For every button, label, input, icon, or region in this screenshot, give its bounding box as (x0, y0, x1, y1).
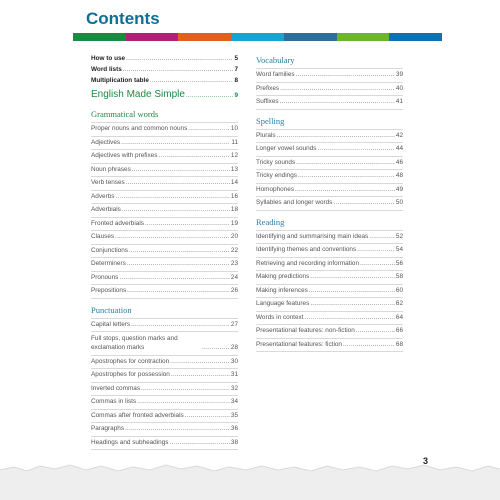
color-segment (337, 33, 390, 41)
toc-entry-label: Word families (256, 71, 295, 78)
leader-dots (304, 314, 394, 322)
toc-entry[interactable] (91, 272, 238, 286)
toc-entry-label: Adverbials (91, 206, 121, 213)
toc-entry-page: 24 (230, 273, 238, 281)
toc-entry-label: Noun phrases (91, 165, 131, 173)
toc-entry-page: 46 (395, 158, 403, 166)
toc-entry[interactable] (256, 157, 403, 171)
color-segment (231, 33, 284, 41)
toc-entry-page: 49 (395, 185, 403, 193)
toc-entry[interactable] (91, 410, 238, 424)
color-segment (73, 33, 126, 41)
toc-entry[interactable] (256, 83, 403, 97)
leader-dots (119, 274, 230, 282)
toc-entry[interactable] (256, 143, 403, 157)
toc-entry[interactable] (91, 332, 238, 356)
toc-entry[interactable] (256, 197, 403, 211)
leader-dots (185, 412, 230, 420)
toc-entry-label: Verb tenses (91, 179, 125, 186)
toc-entry[interactable] (91, 319, 238, 333)
toc-entry[interactable] (91, 245, 238, 259)
toc-entry-label: How to use (91, 55, 126, 62)
toc-entry-page: 7 (234, 66, 238, 73)
leader-dots (145, 220, 230, 228)
toc-entry-page: 19 (230, 219, 238, 227)
toc-entry[interactable] (256, 285, 403, 299)
leader-dots (369, 233, 395, 241)
toc-entry-page: 22 (230, 246, 238, 254)
toc-entry-page: 48 (395, 172, 403, 179)
toc-entry[interactable] (91, 231, 238, 245)
toc-entry-page: 9 (234, 92, 238, 99)
toc-entry[interactable] (256, 244, 403, 258)
leader-dots (127, 260, 230, 268)
toc-entry-label: Inverted commas (91, 384, 141, 392)
toc-entry[interactable] (91, 76, 238, 87)
toc-entry-page: 30 (230, 357, 238, 365)
toc-entry-page: 41 (395, 98, 403, 105)
toc-entry[interactable] (91, 137, 238, 151)
toc-entry-page: 36 (230, 425, 238, 432)
toc-entry-label: Making inferences (256, 286, 308, 294)
section-heading: Vocabulary (256, 54, 403, 69)
toc-entry[interactable] (91, 54, 238, 65)
toc-entry-page: 62 (395, 300, 403, 307)
toc-entry-page: 60 (395, 286, 403, 294)
toc-entry-label: Words in context (256, 313, 304, 321)
color-segment (126, 33, 179, 41)
toc-entry-page: 5 (234, 55, 238, 62)
toc-entry-page: 13 (230, 165, 238, 173)
toc-entry-label: Commas in lists (91, 398, 137, 405)
toc-entry-page: 64 (395, 313, 403, 321)
toc-entry-label: Adjectives (91, 138, 121, 146)
leader-dots (333, 199, 395, 207)
leader-dots (121, 139, 230, 147)
toc-entry[interactable] (256, 298, 403, 312)
toc-entry-page: 54 (395, 246, 403, 253)
toc-entry-page: 38 (230, 438, 238, 446)
leader-dots (277, 132, 395, 140)
toc-entry[interactable] (91, 204, 238, 218)
toc-entry[interactable] (91, 191, 238, 205)
toc-entry[interactable] (256, 130, 403, 144)
leader-dots (150, 77, 234, 85)
toc-entry[interactable] (91, 356, 238, 370)
toc-entry[interactable] (91, 177, 238, 191)
leader-dots (202, 344, 230, 352)
toc-entry-label: Homophones (256, 185, 295, 193)
leader-dots (310, 300, 395, 308)
leader-dots (123, 66, 234, 74)
toc-entry-label: Apostrophes for possession (91, 371, 170, 378)
toc-entry-label: Determiners (91, 260, 126, 267)
toc-entry-label: Identifying and summarising main ideas (256, 232, 369, 240)
toc-entry-label: Apostrophes for contraction (91, 357, 170, 365)
toc-entry-page: 28 (230, 344, 238, 351)
page-title: Contents (86, 9, 160, 28)
toc-entry-page: 66 (395, 327, 403, 334)
toc-entry-label: Capital letters (91, 320, 131, 328)
toc-entry-page: 20 (230, 233, 238, 240)
toc-entry-label: Pronouns (91, 273, 119, 281)
leader-dots (137, 398, 230, 406)
leader-dots (126, 55, 233, 63)
leader-dots (317, 145, 394, 153)
toc-entry-page: 50 (395, 199, 403, 206)
leader-dots (296, 159, 395, 167)
toc-entry[interactable] (91, 396, 238, 410)
toc-entry-page: 52 (395, 232, 403, 240)
toc-entry-page: 42 (395, 131, 403, 139)
leader-dots (356, 327, 395, 335)
toc-entry-page: 11 (231, 138, 238, 146)
section-heading: Punctuation (91, 299, 238, 319)
toc-entry-label: Presentational features: fiction (256, 340, 342, 348)
toc-entry-page: 10 (230, 125, 238, 132)
toc-entry-page: 26 (230, 287, 238, 294)
leader-dots (357, 246, 395, 254)
leader-dots (295, 186, 395, 194)
toc-entry-page: 18 (230, 206, 238, 213)
toc-entry-label: Retrieving and recording information (256, 259, 360, 267)
toc-entry-label: Tricky endings (256, 172, 297, 179)
leader-dots (115, 193, 229, 201)
toc-entry[interactable] (256, 325, 403, 339)
toc-entry[interactable] (91, 258, 238, 272)
section-heading: Reading (256, 211, 403, 231)
toc-entry-page: 14 (230, 179, 238, 186)
leader-dots (132, 166, 230, 174)
toc-entry[interactable] (256, 312, 403, 326)
toc-entry[interactable] (256, 184, 403, 198)
toc-entry-page: 31 (230, 371, 238, 378)
toc-entry-label: Syllables and longer words (256, 199, 333, 206)
color-segment (284, 33, 337, 41)
toc-entry[interactable] (91, 123, 238, 137)
leader-dots (171, 371, 230, 379)
toc-entry-page: 8 (234, 77, 238, 84)
toc-entry-page: 68 (395, 340, 403, 348)
toc-entry-page: 44 (395, 145, 403, 152)
toc-entry[interactable] (91, 150, 238, 164)
contents-left-column (91, 54, 238, 450)
toc-entry-page: 16 (230, 192, 238, 200)
leader-dots (280, 85, 395, 93)
toc-entry-label: Full stops, question marks and exclamation marks (91, 335, 178, 351)
color-stripe-bar (73, 33, 442, 41)
toc-entry-label: Proper nouns and common nouns (91, 125, 188, 132)
toc-entry-page: 35 (230, 411, 238, 419)
toc-entry[interactable] (256, 258, 403, 272)
toc-entry-page: 40 (395, 84, 403, 92)
toc-entry-label: Commas after fronted adverbials (91, 411, 184, 419)
toc-entry[interactable] (91, 369, 238, 383)
toc-entry-label: Multiplication table (91, 77, 149, 84)
leader-dots (127, 287, 230, 295)
toc-entry[interactable] (91, 218, 238, 232)
leader-dots (186, 92, 234, 100)
toc-entry-label: English Made Simple (91, 89, 185, 100)
toc-entry-page: 23 (230, 260, 238, 267)
leader-dots (343, 341, 395, 349)
leader-dots (115, 233, 230, 241)
leader-dots (169, 439, 229, 447)
toc-entry[interactable] (91, 437, 238, 451)
leader-dots (298, 172, 395, 180)
toc-feature-entry[interactable] (91, 87, 238, 103)
toc-entry-page: 27 (230, 320, 238, 328)
leader-dots (170, 358, 230, 366)
toc-entry-label: Prepositions (91, 287, 127, 294)
toc-entry-page: 32 (230, 384, 238, 392)
toc-entry-label: Conjunctions (91, 246, 128, 254)
leader-dots (141, 385, 230, 393)
leader-dots (296, 71, 395, 79)
leader-dots (309, 287, 395, 295)
toc-entry-page: 39 (395, 71, 403, 78)
toc-entry[interactable] (91, 164, 238, 178)
toc-entry-label: Word lists (91, 66, 122, 73)
section-heading: Grammatical words (91, 103, 238, 123)
toc-entry-page: 12 (230, 152, 238, 159)
toc-entry[interactable] (256, 170, 403, 184)
contents-right-column (256, 54, 403, 352)
toc-entry-label: Adjectives with prefixes (91, 152, 158, 159)
toc-entry[interactable] (256, 271, 403, 285)
toc-entry-label: Making predictions (256, 273, 310, 280)
toc-entry-page: 34 (230, 398, 238, 405)
toc-entry[interactable] (91, 383, 238, 397)
leader-dots (360, 260, 395, 268)
toc-entry[interactable] (91, 65, 238, 76)
toc-entry-label: Presentational features: non-fiction (256, 327, 355, 334)
leader-dots (188, 125, 230, 133)
toc-entry-page: 58 (395, 273, 403, 280)
page-number: 3 (423, 456, 429, 466)
leader-dots (131, 321, 230, 329)
color-segment (389, 33, 442, 41)
toc-entry[interactable] (256, 339, 403, 353)
toc-entry[interactable] (256, 69, 403, 83)
section-heading: Spelling (256, 110, 403, 130)
toc-entry-label: Fronted adverbials (91, 219, 144, 227)
toc-entry-label: Headings and subheadings (91, 438, 169, 446)
leader-dots (122, 206, 230, 214)
toc-entry-label: Plurals (256, 131, 276, 139)
color-segment (178, 33, 231, 41)
toc-entry[interactable] (256, 96, 403, 110)
leader-dots (310, 273, 395, 281)
toc-entry[interactable] (91, 285, 238, 299)
leader-dots (280, 98, 395, 106)
toc-entry-label: Longer vowel sounds (256, 145, 317, 152)
toc-entry-label: Identifying themes and conventions (256, 246, 357, 253)
leader-dots (126, 179, 230, 187)
toc-entry-label: Paragraphs (91, 425, 125, 432)
toc-entry-page: 56 (395, 259, 403, 267)
toc-entry-label: Language features (256, 300, 310, 307)
toc-entry[interactable] (256, 231, 403, 245)
toc-entry-label: Suffixes (256, 98, 279, 105)
toc-entry-label: Tricky sounds (256, 158, 296, 166)
leader-dots (158, 152, 229, 160)
toc-entry-label: Prefixes (256, 84, 280, 92)
toc-entry-label: Clauses (91, 233, 115, 240)
toc-entry-label: Adverbs (91, 192, 115, 200)
toc-entry[interactable] (91, 423, 238, 437)
leader-dots (129, 247, 230, 255)
leader-dots (125, 425, 230, 433)
